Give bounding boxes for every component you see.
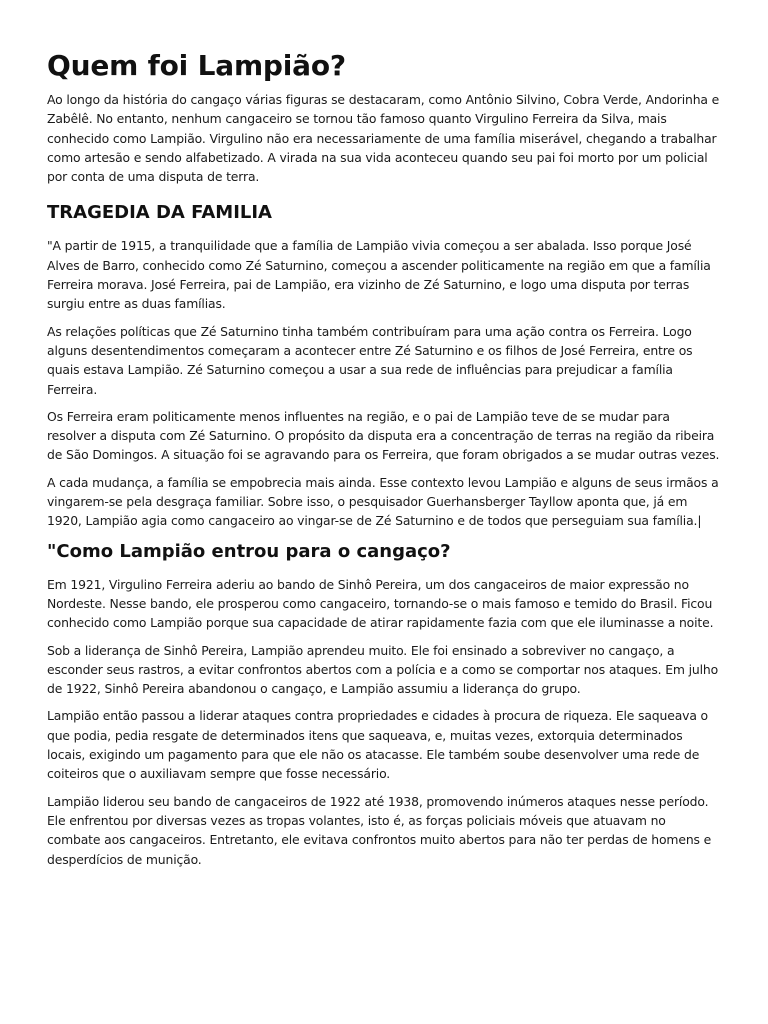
paragraph: A cada mudança, a família se empobrecia mais ainda. Esse contexto levou Lampião e alguns de seus irmãos a vingarem-se pela desgraça familiar. Sobre isso, o pesquisador Guerhansberger Tayllow aponta que, já em 1920, Lampião agia como cangaceiro ao vingar-se de Zé Saturnino e de todos que perseguiam sua família.| [47,474,719,529]
paragraph: As relações políticas que Zé Saturnino tinha também contribuíram para uma ação contra os Ferreira. Logo alguns desentendimentos começaram a acontecer entre Zé Saturnino e os filhos de José Ferreira, entre os quais estava Lampião. Zé Saturnino começou a usar a sua rede de influências para prejudicar a família Ferreira. [47,323,693,397]
paragraph: "A partir de 1915, a tranquilidade que a família de Lampião vivia começou a ser abalada. Isso porque José Alves de Barro, conhecido como Zé Saturnino, começou a ascender politicamente na região em que a família Ferreira morava. José Ferreira, pai de Lampião, era vizinho de Zé Saturnino, e logo uma disputa por terras surgiu entre as duas famílias. [47,238,711,312]
section-heading-cangaco: "Como Lampião entrou para o cangaço? [47,540,451,562]
paragraph: Lampião então passou a liderar ataques contra propriedades e cidades à procura de riqueza. Ele saqueava o que podia, pedia resgate de determinados itens que saqueava, e, muitas vezes, extorquia determinados locais, exigindo um pagamento para que ele não os atacasse. Ele também soube desenvolver uma rede de coiteiros que o auxiliavam sempre que fosse necessário. [47,708,708,782]
paragraph: Lampião liderou seu bando de cangaceiros de 1922 até 1938, promovendo inúmeros ataques nesse período. Ele enfrentou por diversas vezes as tropas volantes, isto é, as forças policiais móveis que atuavam no combate aos cangaceiros. Entretanto, ele evitava confrontos muito abertos para não ter perdas de homens e desperdícios de munição. [47,793,712,867]
paragraph: Em 1921, Virgulino Ferreira aderiu ao bando de Sinhô Pereira, um dos cangaceiros de maior expressão no Nordeste. Nesse bando, ele prosperou como cangaceiro, tornando-se o mais famoso e temido do Brasil. Ficou conhecido como Lampião porque sua capacidade de atirar rapidamente fazia com que ele iluminasse a noite. [47,576,714,631]
page-title: Quem foi Lampião? [47,49,346,82]
paragraph: Sob a liderança de Sinhô Pereira, Lampião aprendeu muito. Ele foi ensinado a sobreviver no cangaço, a esconder seus rastros, a evitar confrontos abertos com a polícia e a como se comportar nos ataques. Em julho de 1922, Sinhô Pereira abandonou o cangaço, e Lampião assumiu a liderança do grupo. [47,642,719,697]
section-heading-tragedia: TRAGEDIA DA FAMILIA [47,202,272,224]
intro-paragraph: Ao longo da história do cangaço várias figuras se destacaram, como Antônio Silvino, Cobra Verde, Andorinha e Zabêlê. No entanto, nenhum cangaceiro se tornou tão famoso quanto Virgulino Ferreira da Silva, mais conhecido como Lampião. Virgulino não era necessariamente de uma família miserável, chegando a trabalhar como artesão e sendo alfabetizado. A virada na sua vida aconteceu quando seu pai foi morto por um policial por conta de uma disputa de terra. [47,92,720,185]
paragraph: Os Ferreira eram politicamente menos influentes na região, e o pai de Lampião teve de se mudar para resolver a disputa com Zé Saturnino. O propósito da disputa era a concentração de terras na região da ribeira de São Domingos. A situação foi se agravando para os Ferreira, que foram obrigados a se mudar outras vezes. [47,408,720,463]
document-page [47,46,722,877]
